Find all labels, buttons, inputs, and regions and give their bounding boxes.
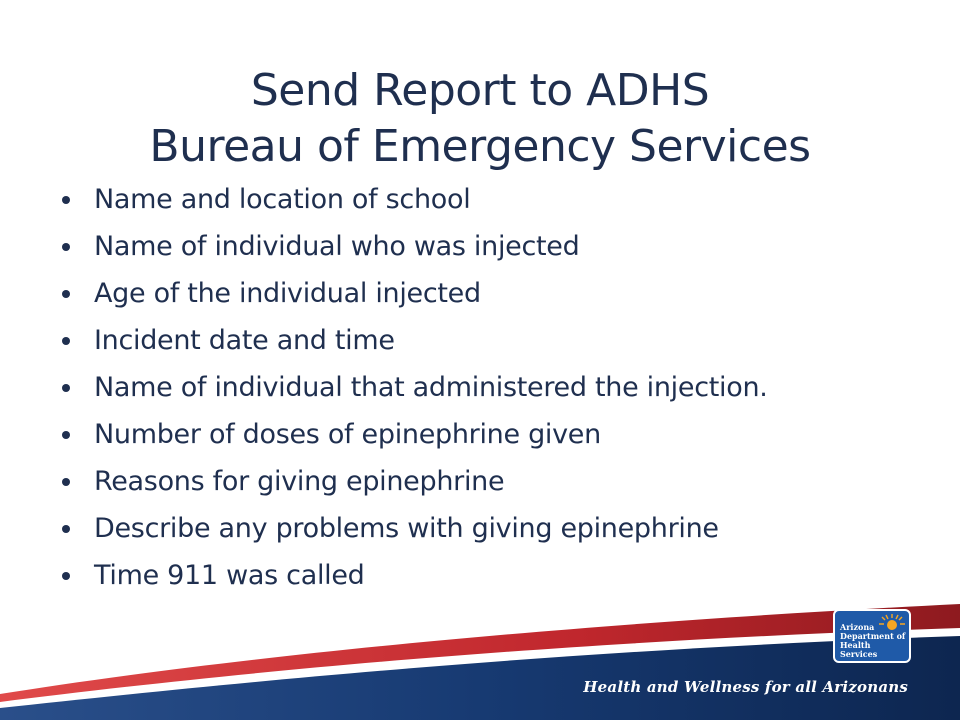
logo-line-2: Department of [840,631,906,641]
bullet-item [60,411,920,458]
bullet-text: Incident date and time [94,325,395,356]
bullet-dot-icon [62,384,70,392]
bullet-text: Reasons for giving epinephrine [94,466,505,497]
bullet-item [60,505,920,552]
bullet-item [60,458,920,505]
title-line-2: Bureau of Emergency Services [149,121,811,173]
adhs-logo [833,609,911,663]
bullet-item [60,270,920,317]
bullet-dot-icon [62,196,70,204]
bullet-text: Number of doses of epinephrine given [94,419,601,450]
title-line-1: Send Report to ADHS [250,65,710,117]
bullet-item [60,317,920,364]
footer-banner [0,590,960,720]
bullet-text: Name and location of school [94,184,471,215]
logo-text [840,623,909,659]
bullet-dot-icon [62,243,70,251]
bullet-dot-icon [62,290,70,298]
bullet-dot-icon [62,478,70,486]
bullet-item [60,223,920,270]
bullet-text: Age of the individual injected [94,278,481,309]
bullet-text: Name of individual who was injected [94,231,580,262]
bullet-text: Describe any problems with giving epinephrine [94,513,719,544]
bullet-dot-icon [62,572,70,580]
footer-tagline: Health and Wellness for all Arizonans [583,678,908,696]
slide-title [0,63,960,175]
bullet-text: Name of individual that administered the injection. [94,372,768,403]
bullet-list [60,176,920,599]
logo-line-1: Arizona [840,622,875,632]
bullet-dot-icon [62,525,70,533]
logo-line-3: Health Services [840,640,878,659]
bullet-text: Time 911 was called [94,560,365,591]
bullet-item [60,364,920,411]
bullet-dot-icon [62,337,70,345]
bullet-item [60,176,920,223]
bullet-dot-icon [62,431,70,439]
